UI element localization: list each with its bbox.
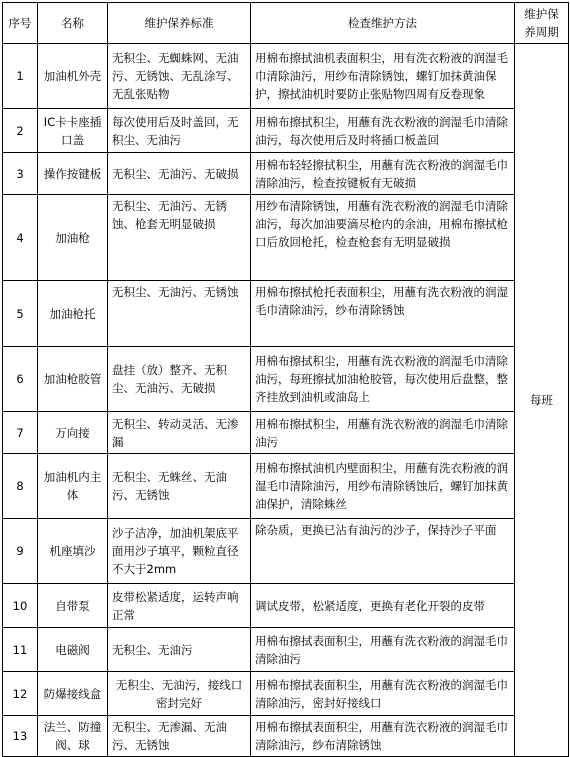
row-no: 5: [3, 281, 38, 347]
maintenance-table: [2, 2, 569, 757]
row-no: 6: [3, 347, 38, 412]
row-method: 用棉布擦拭表面积尘，用蘸有洗衣粉液的润湿毛巾清除油污，密封好接线口: [251, 672, 515, 716]
row-name: 加油枪: [38, 195, 108, 281]
row-no: 7: [3, 412, 38, 454]
table-row: [3, 347, 569, 412]
table-row: [3, 44, 569, 109]
row-no: 1: [3, 44, 38, 109]
table-row: [3, 281, 569, 347]
row-no: 2: [3, 109, 38, 153]
header-method: 检查维护方法: [251, 3, 515, 44]
row-standard: 沙子洁净，加油机架底平面用沙子填平，颗粒直径不大于2mm: [108, 519, 251, 584]
row-standard: 每次使用后及时盖回，无积尘、无油污: [108, 109, 251, 153]
row-no: 9: [3, 519, 38, 584]
table-row: [3, 109, 569, 153]
table-row: [3, 716, 569, 757]
header-no: 序号: [3, 3, 38, 44]
row-no: 13: [3, 716, 38, 757]
row-standard: 无积尘、无油污、无锈蚀、枪套无明显破损: [108, 195, 251, 281]
table-row: [3, 412, 569, 454]
row-standard: 无积尘、无油污: [108, 628, 251, 672]
row-name: 防爆接线盒: [38, 672, 108, 716]
row-name: 加油枪胶管: [38, 347, 108, 412]
table-row: [3, 672, 569, 716]
row-method: 用棉布擦拭枪托表面积尘，用蘸有洗衣粉液的润湿毛巾清除油污，纱布清除锈蚀: [251, 281, 515, 347]
table-row: [3, 153, 569, 195]
period-cell: 每班: [515, 44, 569, 757]
row-standard: 盘挂（放）整齐、无积尘、无油污、无破损: [108, 347, 251, 412]
row-name: 加油机内主体: [38, 454, 108, 519]
row-standard: 无积尘、无油污、无锈蚀: [108, 281, 251, 347]
row-method: 调试皮带，松紧适度，更换有老化开裂的皮带: [251, 584, 515, 628]
row-name: 机座填沙: [38, 519, 108, 584]
row-method: 用棉布擦拭积尘，用蘸有洗衣粉液的润湿毛巾清除油污: [251, 412, 515, 454]
row-method: 用棉布擦拭积尘，用蘸有洗衣粉液的润湿毛巾清除油污，每次使用后及时将插口板盖回: [251, 109, 515, 153]
row-name: IC卡卡座插口盖: [38, 109, 108, 153]
row-method: 用棉布擦拭油机内壁面积尘，用蘸有洗衣粉液的润湿毛巾清除油污，用纱布清除锈蚀后，螺钉加抹黄油保护，清除蛛丝: [251, 454, 515, 519]
row-standard: 无积尘、无蜘蛛网、无油污、无锈蚀、无乱涂写、无乱张贴物: [108, 44, 251, 109]
row-no: 3: [3, 153, 38, 195]
table-row: [3, 454, 569, 519]
header-name: 名称: [38, 3, 108, 44]
row-method: 除杂质，更换已沾有油污的沙子，保持沙子平面: [251, 519, 515, 584]
row-name: 万向接: [38, 412, 108, 454]
row-name: 操作按键板: [38, 153, 108, 195]
row-name: 加油枪托: [38, 281, 108, 347]
row-standard: 无积尘、无油污，接线口密封完好: [108, 672, 251, 716]
row-name: 自带泵: [38, 584, 108, 628]
row-standard: 无积尘、无渗漏、无油污、无锈蚀: [108, 716, 251, 757]
row-name: 法兰、防撞阀、球: [38, 716, 108, 757]
row-method: 用棉布轻轻擦拭积尘，用蘸有洗衣粉液的润湿毛巾清除油污，检查按键板有无破损: [251, 153, 515, 195]
table-row: [3, 584, 569, 628]
row-no: 8: [3, 454, 38, 519]
row-standard: 无积尘、无油污、无破损: [108, 153, 251, 195]
row-method: 用棉布擦拭积尘，用蘸有洗衣粉液的润湿毛巾清除油污，每班擦拭加油枪胶管，每次使用后盘整，整齐挂放到油机或油岛上: [251, 347, 515, 412]
row-no: 11: [3, 628, 38, 672]
table-row: [3, 628, 569, 672]
header-standard: 维护保养标准: [108, 3, 251, 44]
row-name: 加油机外壳: [38, 44, 108, 109]
row-name: 电磁阀: [38, 628, 108, 672]
row-standard: 无积尘、转动灵活、无渗漏: [108, 412, 251, 454]
row-no: 12: [3, 672, 38, 716]
row-method: 用棉布擦拭表面积尘，用蘸有洗衣粉液的润湿毛巾清除油污: [251, 628, 515, 672]
table-row: [3, 519, 569, 584]
row-no: 4: [3, 195, 38, 281]
row-standard: 无积尘、无蛛丝、无油污、无锈蚀: [108, 454, 251, 519]
table-header-row: [3, 3, 569, 44]
row-standard: 皮带松紧适度，运转声响正常: [108, 584, 251, 628]
header-period: 维护保养周期: [515, 3, 569, 44]
row-method: 用棉布擦拭表面积尘，用蘸有洗衣粉液的润湿毛巾清除油污，纱布清除锈蚀: [251, 716, 515, 757]
table-row: [3, 195, 569, 281]
row-no: 10: [3, 584, 38, 628]
row-method: 用纱布清除锈蚀，用蘸有洗衣粉液的润湿毛巾清除油污，每次加油要滴尽枪内的余油，用棉布擦拭枪口后放回枪托，检查枪套有无明显破损: [251, 195, 515, 281]
row-method: 用棉布擦拭油机表面积尘，用有洗衣粉液的润湿毛巾清除油污，用纱布清除锈蚀，螺钉加抹黄油保护，擦拭油机时要防止张贴物四周有反卷现象: [251, 44, 515, 109]
